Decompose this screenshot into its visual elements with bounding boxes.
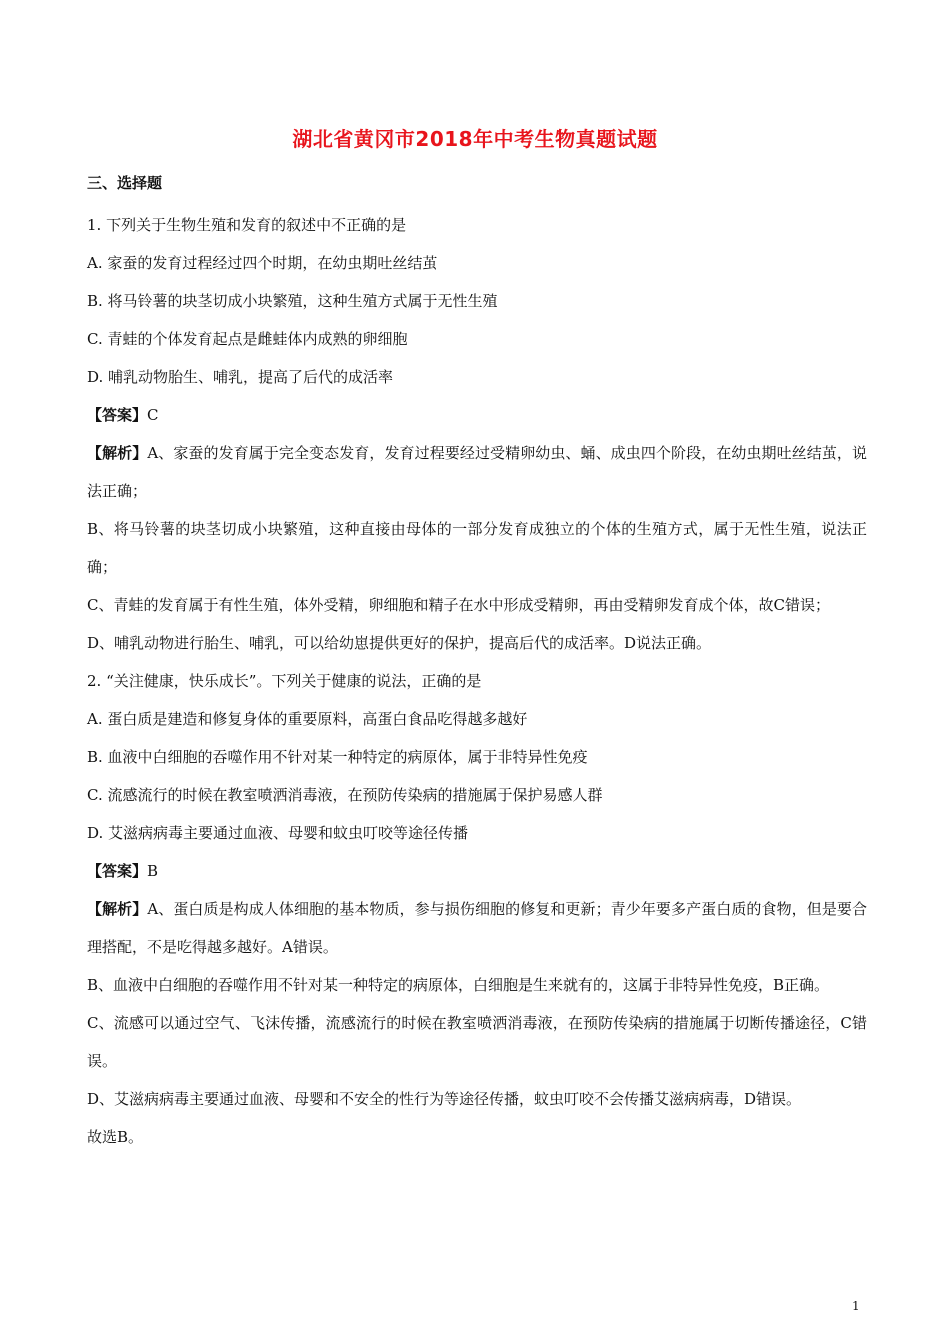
analysis-paragraph: C、青蛙的发育属于有性生殖，体外受精，卵细胞和精子在水中形成受精卵，再由受精卵发育成个体，故C错误；: [87, 596, 830, 614]
page-title: 湖北省黄冈市2018年中考生物真题试题: [292, 127, 658, 151]
conclusion: 故选B。: [87, 1128, 144, 1146]
analysis-paragraph: D、艾滋病病毒主要通过血液、母婴和不安全的性行为等途径传播，蚊虫叮咬不会传播艾滋病病毒，D错误。: [87, 1090, 802, 1108]
answer-label: 【答案】: [87, 406, 148, 424]
analysis-paragraph: B、血液中白细胞的吞噬作用不针对某一种特定的病原体，白细胞是生来就有的，这属于非特异性免疫，B正确。: [87, 976, 830, 994]
question-2: [87, 662, 867, 1156]
analysis-paragraph: [87, 890, 867, 966]
analysis-label: 【解析】: [87, 900, 148, 918]
question-stem: 1. 下列关于生物生殖和发育的叙述中不正确的是: [87, 216, 407, 234]
question-1: [87, 206, 867, 662]
analysis-paragraph: B、将马铃薯的块茎切成小块繁殖，这种直接由母体的一部分发育成独立的个体的生殖方式，属于无性生殖，说法正确；: [87, 520, 867, 576]
questions-content: [87, 206, 867, 1156]
option-a: A. 家蚕的发育过程经过四个时期，在幼虫期吐丝结茧: [87, 254, 438, 272]
analysis-paragraph: C、流感可以通过空气、飞沫传播，流感流行的时候在教室喷洒消毒液，在预防传染病的措施属于切断传播途径，C错误。: [87, 1014, 867, 1070]
answer-value: B: [147, 862, 159, 880]
option-b: B. 将马铃薯的块茎切成小块繁殖，这种生殖方式属于无性生殖: [87, 292, 498, 310]
analysis-paragraph: D、哺乳动物进行胎生、哺乳，可以给幼崽提供更好的保护，提高后代的成活率。D说法正确。: [87, 634, 712, 652]
answer-line: [87, 852, 867, 890]
option-d: D. 艾滋病病毒主要通过血液、母婴和蚊虫叮咬等途径传播: [87, 824, 469, 842]
answer-line: [87, 396, 867, 434]
option-b: B. 血液中白细胞的吞噬作用不针对某一种特定的病原体，属于非特异性免疫: [87, 748, 588, 766]
option-a: A. 蛋白质是建造和修复身体的重要原料，高蛋白食品吃得越多越好: [87, 710, 528, 728]
analysis-text: A、蛋白质是构成人体细胞的基本物质，参与损伤细胞的修复和更新；青少年要多产蛋白质的食物，但是要合理搭配，不是吃得越多越好。A错误。: [87, 900, 867, 956]
page-number: 1: [852, 1299, 860, 1313]
question-stem: 2. “关注健康，快乐成长”。下列关于健康的说法，正确的是: [87, 672, 482, 690]
option-d: D. 哺乳动物胎生、哺乳，提高了后代的成活率: [87, 368, 394, 386]
analysis-text: A、家蚕的发育属于完全变态发育，发育过程要经过受精卵幼虫、蛹、成虫四个阶段，在幼虫期吐丝结茧，说法正确；: [87, 444, 867, 500]
answer-label: 【答案】: [87, 862, 148, 880]
analysis-label: 【解析】: [87, 444, 148, 462]
option-c: C. 青蛙的个体发育起点是雌蛙体内成熟的卵细胞: [87, 330, 408, 348]
analysis-paragraph: [87, 434, 867, 510]
option-c: C. 流感流行的时候在教室喷洒消毒液，在预防传染病的措施属于保护易感人群: [87, 786, 603, 804]
section-heading: 三、选择题: [87, 174, 163, 192]
answer-value: C: [147, 406, 159, 424]
